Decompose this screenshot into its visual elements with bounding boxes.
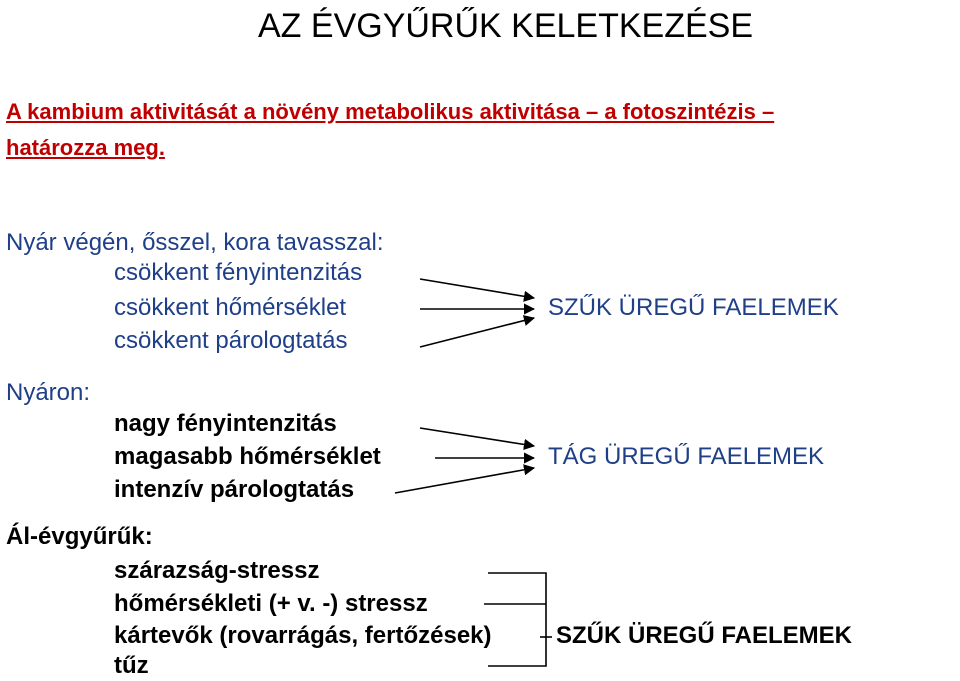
arrow-autumn-1: [420, 279, 534, 298]
summer-item-temperature: magasabb hőmérséklet: [114, 443, 381, 470]
false-item-drought: szárazság-stressz: [114, 557, 320, 584]
false-item-fire: tűz: [114, 652, 149, 679]
summer-item-transpiration: intenzív párologtatás: [114, 476, 355, 503]
false-result: SZŰK ÜREGŰ FAELEMEK: [556, 622, 853, 649]
page-title: AZ ÉVGYŰRŰK KELETKEZÉSE: [258, 7, 754, 45]
false-item-pests: kártevők (rovarrágás, fertőzések): [114, 622, 492, 649]
intro-line-2: határozza meg.: [6, 135, 165, 160]
arrow-summer-3: [395, 468, 534, 493]
summer-item-light: nagy fényintenzitás: [114, 410, 337, 437]
false-item-temperature-stress: hőmérsékleti (+ v. -) stressz: [114, 590, 428, 617]
autumn-item-light: csökkent fényintenzitás: [114, 259, 363, 286]
summer-result: TÁG ÜREGŰ FAELEMEK: [548, 443, 825, 470]
summer-heading: Nyáron:: [6, 379, 91, 406]
false-rings-heading: Ál-évgyűrűk:: [6, 523, 153, 550]
autumn-item-transpiration: csökkent párologtatás: [114, 327, 348, 354]
autumn-heading: Nyár végén, ősszel, kora tavasszal:: [6, 229, 384, 256]
autumn-result: SZŰK ÜREGŰ FAELEMEK: [548, 294, 839, 321]
intro-line-1: A kambium aktivitását a növény metabolikus aktivitása – a fotoszintézis –: [6, 99, 775, 124]
bracket-false-rings: [488, 573, 546, 666]
arrow-summer-1: [420, 428, 534, 446]
arrow-autumn-3: [420, 318, 534, 347]
autumn-item-temperature: csökkent hőmérséklet: [114, 294, 347, 321]
